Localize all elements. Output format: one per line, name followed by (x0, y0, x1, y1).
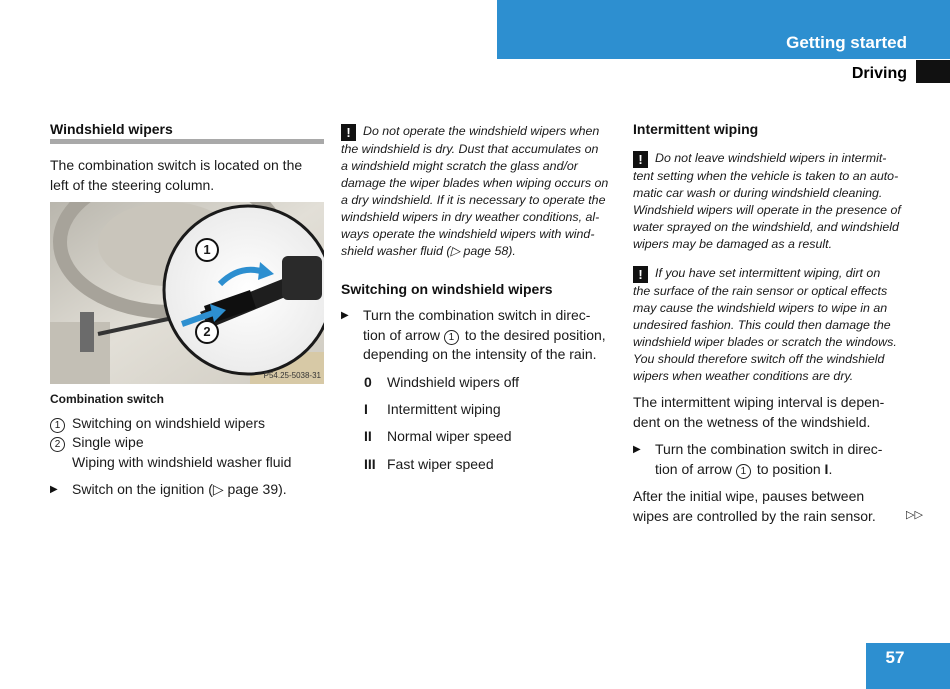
position-text: Fast wiper speed (387, 456, 494, 472)
page-number: 57 (885, 648, 905, 667)
step-item (633, 440, 882, 479)
windshield-wipers-heading: Windshield wipers (50, 121, 173, 137)
callout-2: 2 (203, 324, 211, 339)
bullet-triangle-icon: ▶ (341, 310, 349, 321)
legend-text: Switching on windshield wipers (72, 415, 265, 431)
intro-line: The combination switch is located on the (50, 157, 303, 173)
intermittent-wiping-heading: Intermittent wiping (633, 121, 759, 137)
combination-switch-figure (50, 202, 324, 384)
figure-caption: Combination switch (50, 392, 164, 406)
position-item (364, 373, 519, 393)
interval-paragraph: The intermittent wiping interval is depen- dent on the wetness of the windshield. (633, 394, 885, 430)
step-text: Switch on the ignition (▷ page 39). (72, 481, 287, 497)
callout-number: 1 (444, 330, 459, 345)
position-item (364, 400, 501, 420)
section-title: Getting started (786, 33, 907, 52)
bullet-triangle-icon: ▶ (50, 484, 58, 495)
intro-paragraph (50, 156, 330, 195)
legend-item (50, 433, 144, 453)
position-text: Normal wiper speed (387, 428, 512, 444)
warning-icon: ! (341, 124, 356, 141)
position-text: Windshield wipers off (387, 374, 520, 390)
step-text: Turn the combination switch in direc- tion of arrow 1 to the desired position, depending on the intensity of the rain. (363, 307, 606, 362)
intro-line: left of the steering column. (50, 176, 215, 193)
position-item (364, 455, 494, 475)
legend-text: Single wipe (72, 434, 144, 450)
continue-arrows-icon: ▷▷ (906, 509, 923, 521)
step-item (50, 480, 287, 500)
callout-number: 2 (50, 437, 65, 452)
car-wash-warning: ! Do not leave windshield wipers in intermit- tent setting when the vehicle is taken to an auto- matic car wash or during windshield cleaning. Windshield wipers will operate in the presence of water sprayed on the windshield, and windshield wipers may be damaged as a result. (633, 151, 901, 251)
switching-on-heading: Switching on windshield wipers (341, 281, 553, 297)
position-symbol: 0 (364, 374, 372, 390)
step-item (341, 306, 606, 365)
warning-icon: ! (633, 151, 648, 168)
combination-switch-illustration (50, 202, 324, 384)
dry-wiping-warning: ! Do not operate the windshield wipers when the windshield is dry. Dust that accumulates on a windshield might scratch the glass and/or damage the wiper blades when wiping occurs on a dry windshield. If it is necessary to operate the windshield wipers in dry weather conditions, al- ways operate the windshield wipers with wind- shield washer fluid (▷ page 58). (341, 124, 609, 258)
position-symbol: III (364, 456, 376, 472)
position-text: Intermittent wiping (387, 401, 501, 417)
warning-icon: ! (633, 266, 648, 283)
rain-sensor-warning: ! If you have set intermittent wiping, dirt on the surface of the rain sensor or optical effects may cause the windshield wipers to wipe in an undesired fashion. This could then damage the windshield wiper blades or scratch the windows. You should therefore switch off the windshield wipers when weather conditions are dry. (633, 266, 897, 383)
chapter-title: Driving (851, 65, 907, 82)
position-item (364, 427, 512, 447)
callout-1: 1 (203, 242, 211, 257)
legend-extra: Wiping with windshield washer fluid (72, 454, 292, 470)
figure-code: P54.25-5038-31 (263, 371, 321, 380)
step-text: Turn the combination switch in direc- tion of arrow 1 to position I. (655, 441, 883, 477)
heading-rule (50, 139, 324, 144)
bullet-triangle-icon: ▶ (633, 444, 641, 455)
legend-item (50, 414, 265, 434)
callout-number: 1 (50, 418, 65, 433)
position-symbol: I (364, 401, 368, 417)
position-symbol: II (364, 428, 372, 444)
callout-number: 1 (736, 464, 751, 479)
chapter-tab-marker (916, 60, 950, 83)
rain-sensor-paragraph: After the initial wipe, pauses between wipes are controlled by the rain sensor. (633, 488, 876, 524)
